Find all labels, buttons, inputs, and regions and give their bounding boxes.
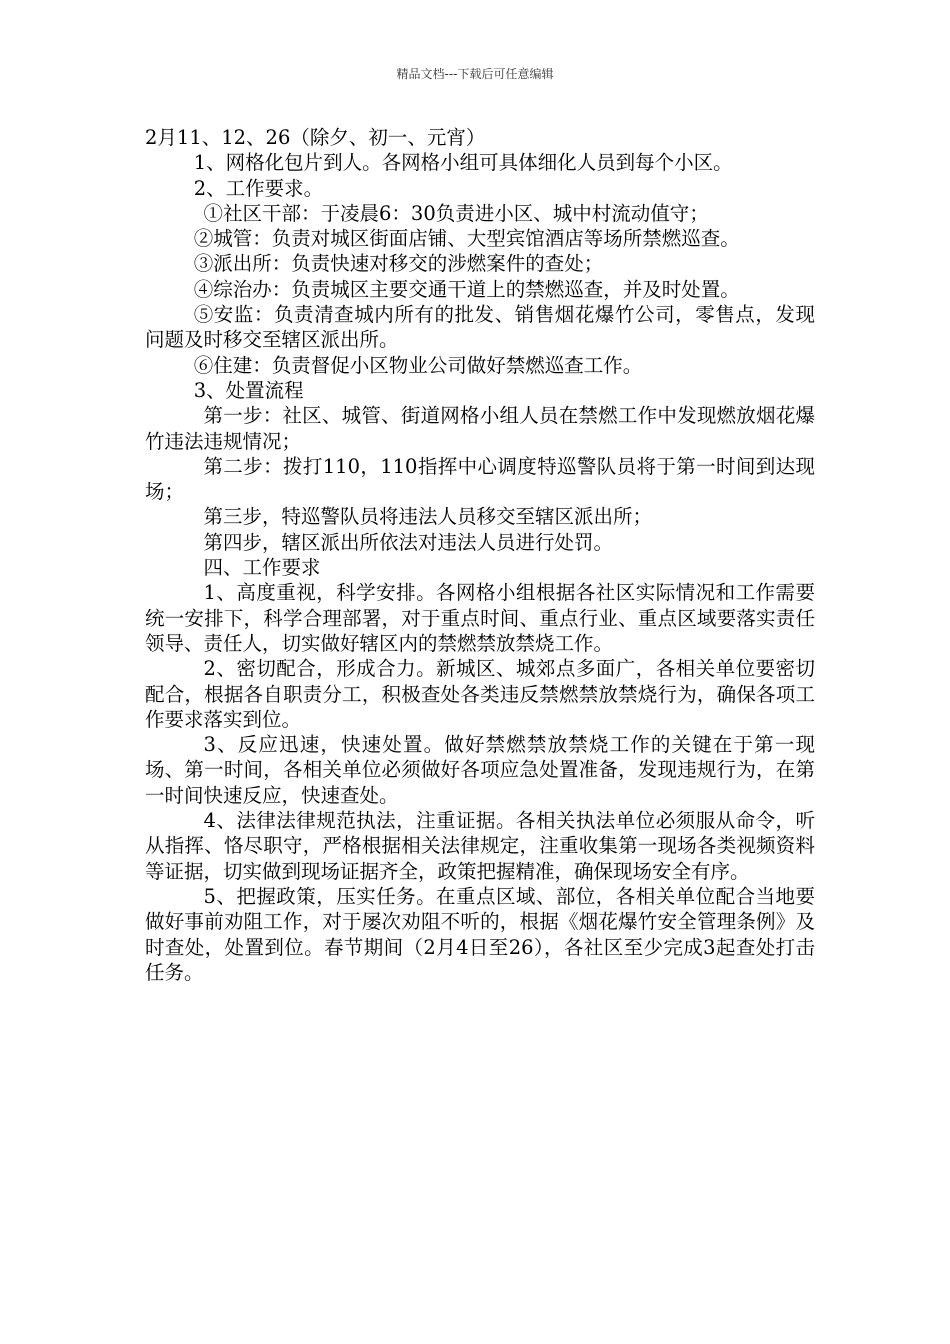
duty-police-station: ③派出所：负责快速对移交的涉燃案件的查处； (193, 252, 604, 276)
requirement-five: 5、把握政策，压实任务。在重点区域、部位，各相关单位配合当地要做好事前劝阻工作，对于屡次劝阻不听的，根据《烟花爆竹安全管理条例》及时查处，处置到位。春节期间（2月4日至26），各社区至少完成3起查处打击任务。 (145, 884, 815, 984)
requirement-three: 3、反应迅速，快速处置。做好禁燃禁放禁烧工作的关键在于第一现场、第一时间，各相关单位必须做好各项应急处置准备，发现违规行为，在第一时间快速反应，快速查处。 (145, 733, 815, 807)
dates-line: 2月11、12、26（除夕、初一、元宵） (145, 126, 486, 149)
step-one: 第一步：社区、城管、街道网格小组人员在禁燃工作中发现燃放烟花爆竹违法违规情况； (145, 404, 815, 453)
step-two: 第二步：拨打110，110指挥中心调度特巡警队员将于第一时间到达现场； (145, 454, 815, 504)
requirement-one: 1、高度重视，科学安排。各网格小组根据各社区实际情况和工作需要统一安排下，科学合理部署，对于重点时间、重点行业、重点区域要落实责任领导、责任人，切实做好辖区内的禁燃禁放禁烧工作。 (145, 581, 815, 655)
heading-work-requirements: 2、工作要求。 (193, 176, 324, 200)
step-four: 第四步，辖区派出所依法对违法人员进行处罚。 (203, 530, 614, 554)
document-header: 精品文档---下载后可任意编辑 (396, 67, 554, 81)
document-body (145, 125, 815, 985)
paragraph-grid-assignment: 1、网格化包片到人。各网格小组可具体细化人员到每个小区。 (193, 151, 733, 175)
section-four-heading: 四、工作要求 (203, 556, 321, 580)
step-three: 第三步，特巡警队员将违法人员移交至辖区派出所； (203, 505, 653, 529)
heading-disposal-process: 3、处置流程 (193, 378, 304, 402)
duty-community-cadres: ①社区干部：于凌晨6：30负责进小区、城中村流动值守； (203, 201, 709, 225)
duty-comprehensive-office: ④综治办：负责城区主要交通干道上的禁燃巡查，并及时处置。 (193, 277, 740, 301)
duty-safety-supervision: ⑤安监：负责清查城内所有的批发、销售烟花爆竹公司，零售点，发现问题及时移交至辖区派出所。 (145, 303, 815, 352)
duty-housing-construction: ⑥住建：负责督促小区物业公司做好禁燃巡查工作。 (193, 353, 643, 377)
requirement-four: 4、法律法律规范执法，注重证据。各相关执法单位必须服从命令，听从指挥、恪尽职守，严格根据相关法律规定，注重收集第一现场各类视频资料等证据，切实做到现场证据齐全，政策把握精准，确保现场安全有序。 (145, 809, 815, 883)
requirement-two: 2、密切配合，形成合力。新城区、城郊点多面广，各相关单位要密切配合，根据各自职责分工，积极查处各类违反禁燃禁放禁烧行为，确保各项工作要求落实到位。 (145, 657, 815, 731)
duty-urban-management: ②城管：负责对城区街面店铺、大型宾馆酒店等场所禁燃巡查。 (193, 227, 740, 251)
